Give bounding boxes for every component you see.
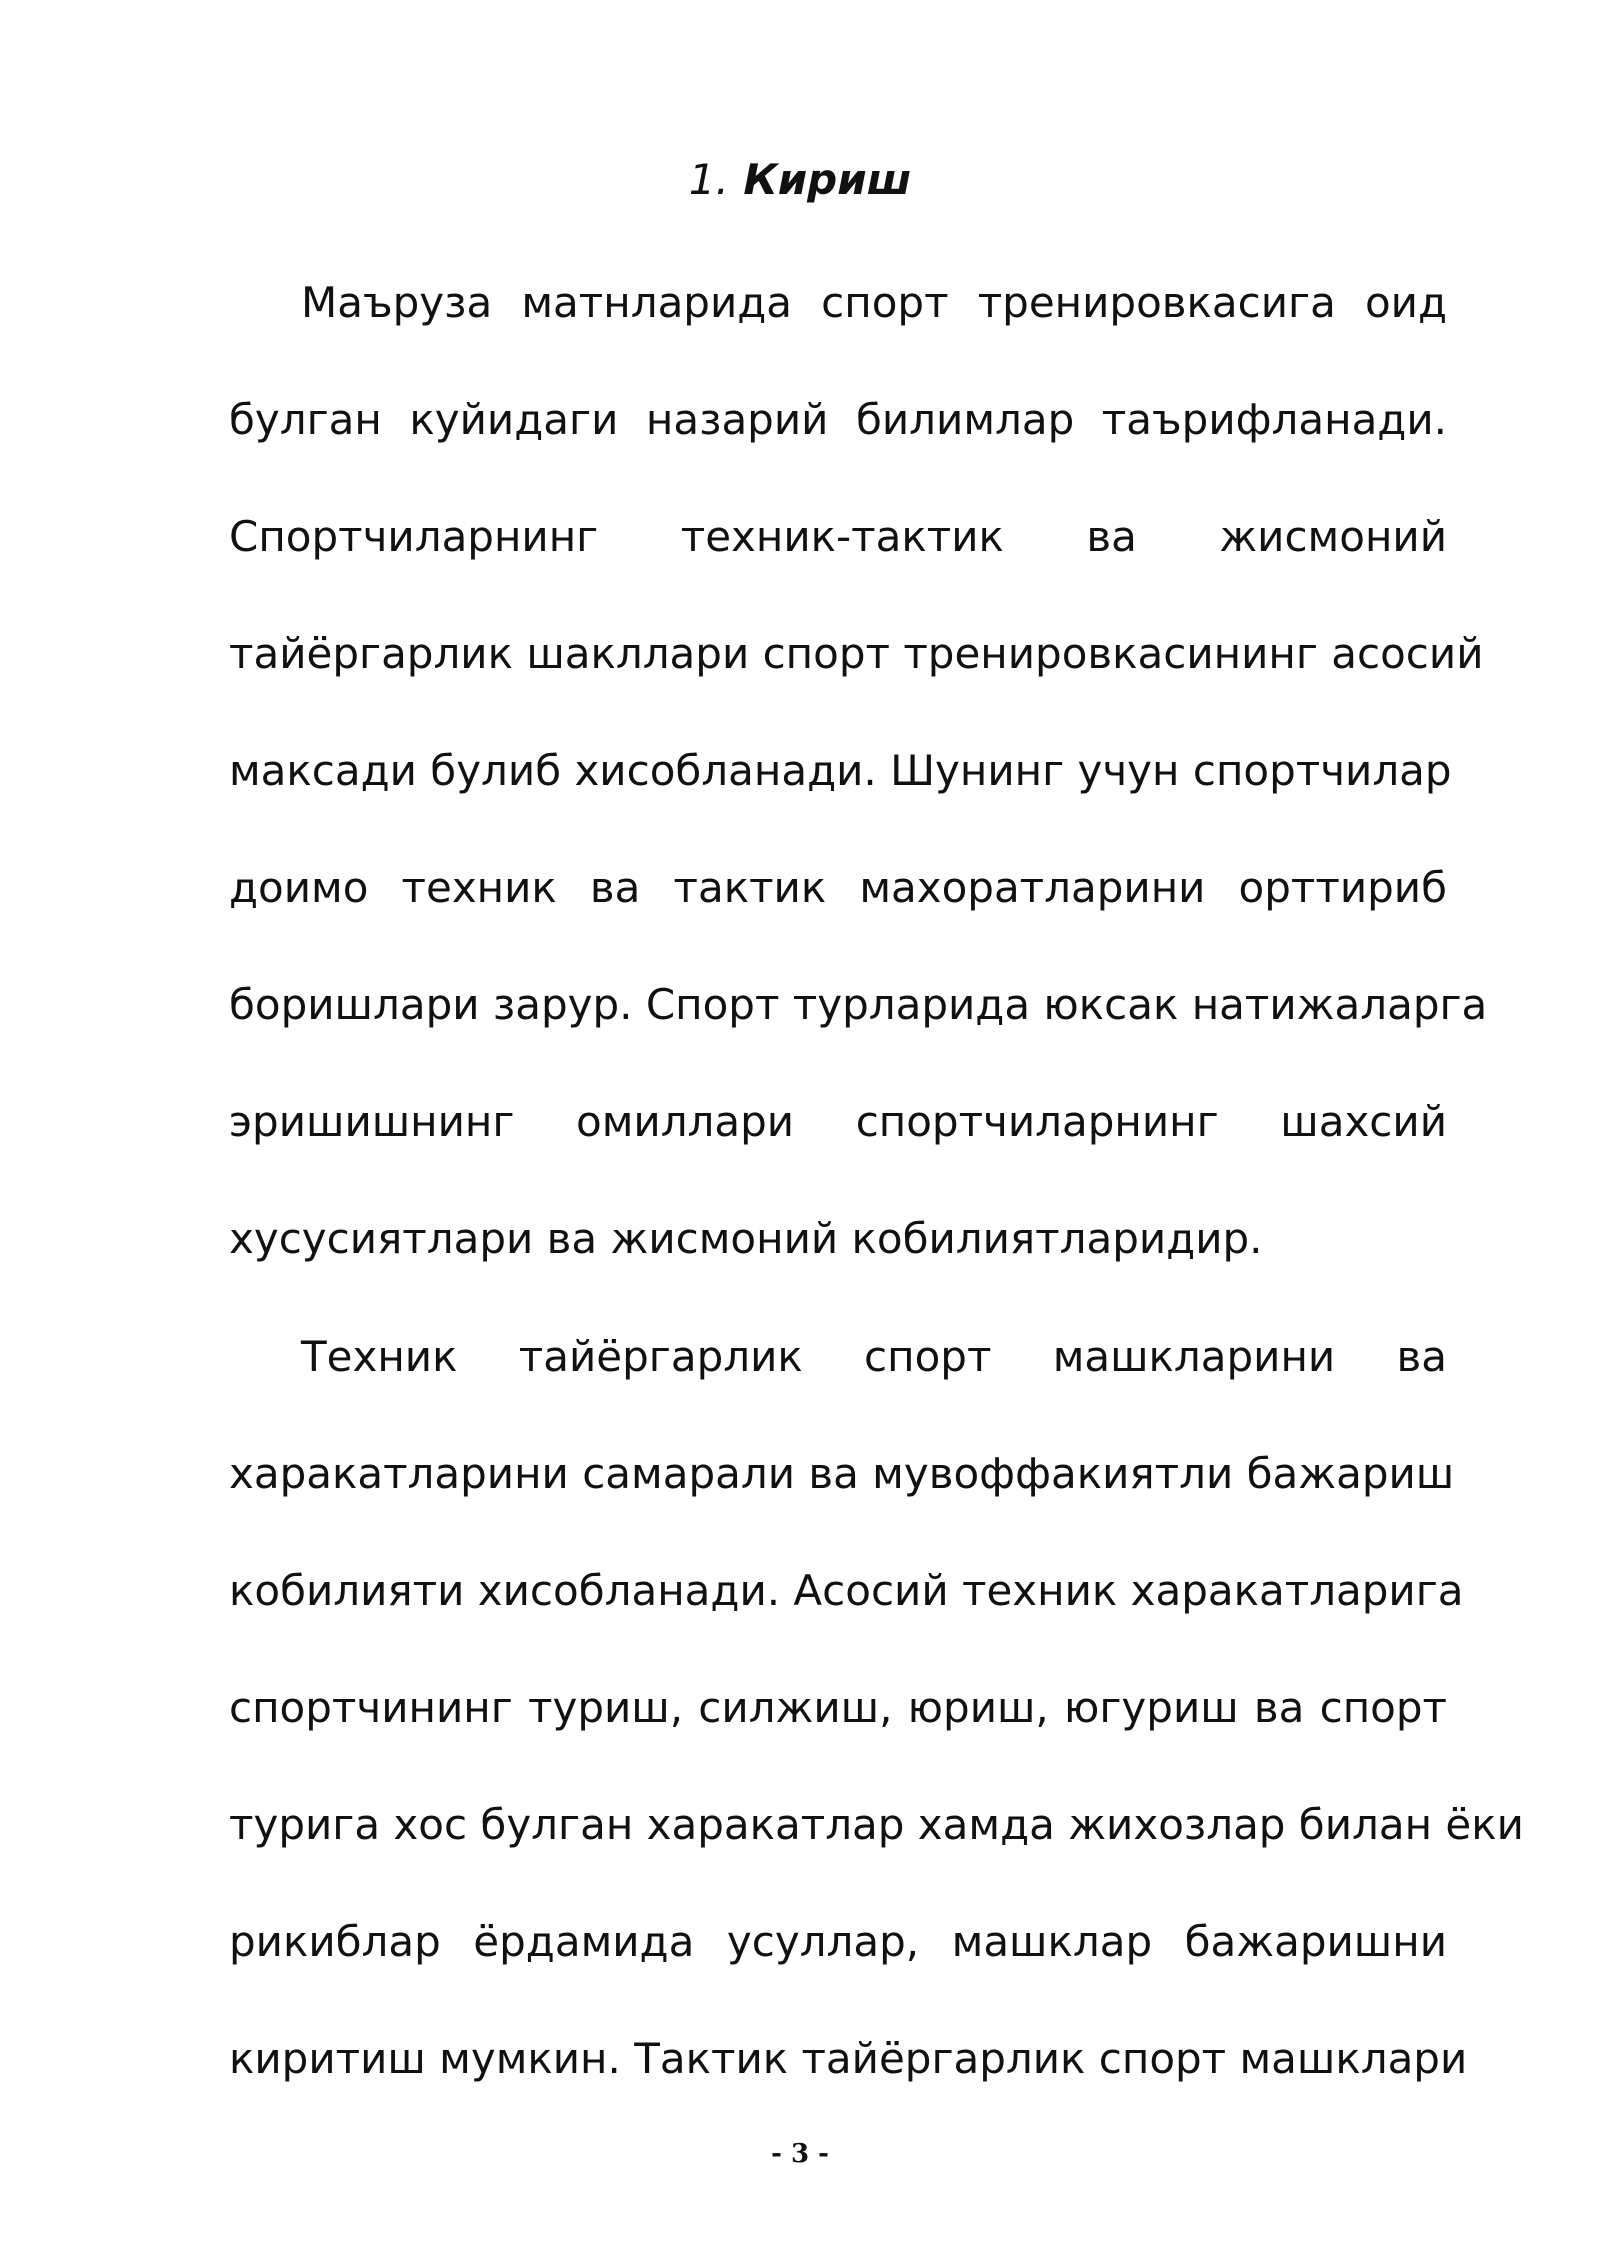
paragraph-1 <box>229 268 1488 1321</box>
text-line: киритиш мумкин. Тактик тайёргарлик спорт машклари <box>229 2034 1468 2083</box>
section-heading <box>0 152 1600 208</box>
text-line: спортчининг туриш, силжиш, юриш, югуриш ва спорт <box>229 1683 1447 1732</box>
text-line: Маъруза матнларида спорт тренировкасига оид <box>301 278 1447 327</box>
text-line: булган куйидаги назарий билимлар таърифланади. <box>229 395 1447 444</box>
section-title: Кириш <box>743 155 912 204</box>
text-line: харакатларини самарали ва мувоффакиятли бажариш <box>229 1449 1455 1498</box>
text-line: турига хос булган харакатлар хамда жихозлар билан ёки <box>229 1800 1524 1849</box>
text-line: доимо техник ва тактик махоратларини орттириб <box>229 863 1447 912</box>
page-number: - 3 - <box>771 2139 829 2169</box>
text-line: Спортчиларнинг техник-тактик ва жисмоний <box>229 512 1447 561</box>
text-line: Техник тайёргарлик спорт машкларини ва <box>301 1332 1447 1381</box>
text-line: максади булиб хисобланади. Шунинг учун спортчилар <box>229 746 1452 795</box>
text-line: рикиблар ёрдамида усуллар, машклар бажаришни <box>229 1917 1447 1966</box>
text-line: кобилияти хисобланади. Асосий техник харакатларига <box>229 1566 1464 1615</box>
text-line: тайёргарлик шакллари спорт тренировкасининг асосий <box>229 629 1484 678</box>
section-number: 1. <box>688 155 729 204</box>
text-line: хусусиятлари ва жисмоний кобилиятларидир. <box>229 1214 1263 1263</box>
paragraph-2 <box>229 1322 1524 2141</box>
text-line: эришишнинг омиллари спортчиларнинг шахсий <box>229 1097 1447 1146</box>
text-line: боришлари зарур. Спорт турларида юксак натижаларга <box>229 980 1488 1029</box>
